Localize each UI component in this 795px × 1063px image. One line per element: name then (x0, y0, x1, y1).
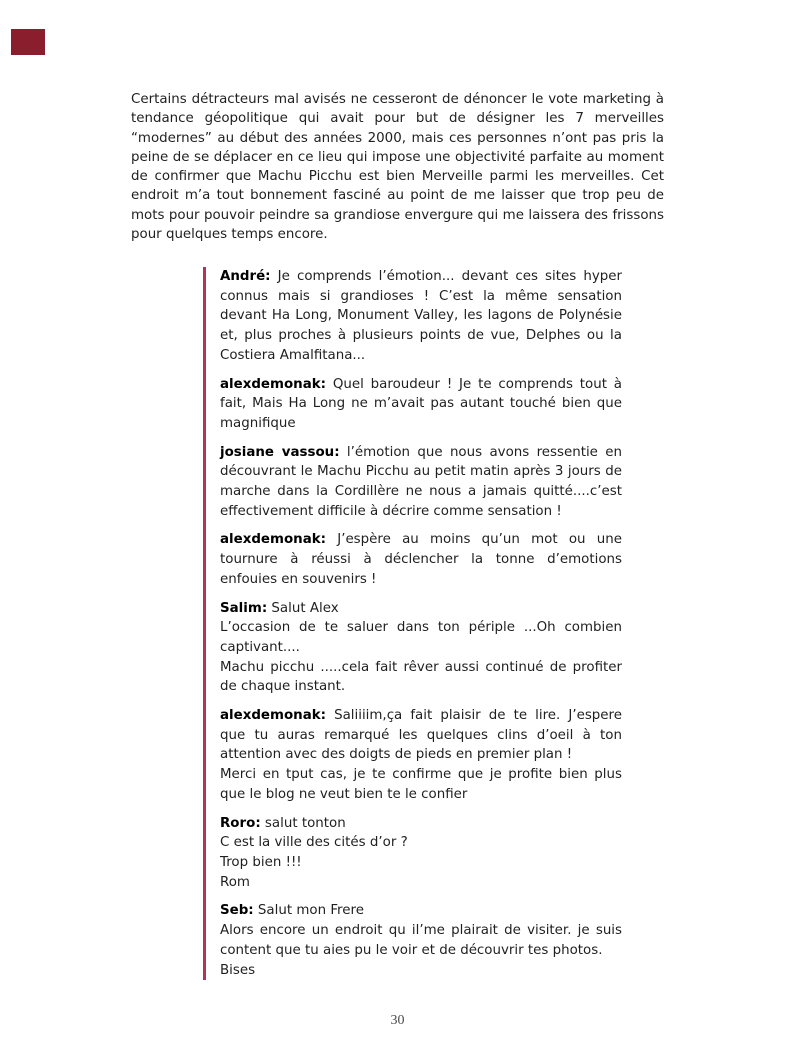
comment-line: alexdemonak: J’espère au moins qu’un mot ou une tournure à réussi à déclencher la tonne d’emotions enfouies en souvenirs ! (220, 532, 622, 587)
comment-author: alexdemonak: (220, 376, 326, 392)
comment-line: Machu picchu .....cela fait rêver aussi continué de profiter de chaque instant. (220, 659, 622, 695)
comments-section (203, 267, 622, 980)
comment (220, 706, 622, 805)
comment-line: Trop bien !!! (220, 854, 302, 870)
comment (220, 530, 622, 589)
comment-line: Salim: Salut Alex (220, 600, 339, 616)
intro-paragraph: Certains détracteurs mal avisés ne cesseront de dénoncer le vote marketing à tendance géopolitique qui avait pour but de désigner les 7 merveilles “modernes” au début des années 2000, mais ces personnes n’ont pas pris la peine de se déplacer en ce lieu qui impose une objectivité parfaite au moment de confirmer que Machu Picchu est bien Merveille parmi les merveilles. Cet endroit m’a tout bonnement fasciné au point de me laisser que trop peu de mots pour pouvoir peindre sa grandiose envergure qui me laissera des frissons pour quelques temps encore. (131, 92, 664, 243)
comment (220, 267, 622, 366)
comment-author: Roro: (220, 815, 261, 831)
comment-author: josiane vassou: (220, 444, 340, 460)
comment (220, 599, 622, 698)
comment-line: alexdemonak: Quel baroudeur ! Je te comprends tout à fait, Mais Ha Long ne m’avait pas autant touché bien que magnifique (220, 376, 622, 431)
comment-author: alexdemonak: (220, 708, 326, 724)
comment-line: C est la ville des cités d’or ? (220, 835, 408, 851)
comment-line: Merci en tput cas, je te confirme que je profite bien plus que le blog ne veut bien te le confier (220, 767, 622, 802)
comment (220, 814, 622, 893)
comment-line: Bises (220, 962, 256, 978)
comment-author: André: (220, 269, 271, 284)
comment (220, 901, 622, 980)
comment-line: André: Je comprends l’émotion... devant ces sites hyper connus mais si grandioses ! C’est la même sensation devant Ha Long, Monument Valley, les lagons de Polynésie et, plus proches à plusieurs points de vue, Delphes ou la Costiera Amalfitana... (220, 269, 622, 363)
comment (220, 443, 622, 522)
corner-marker (11, 29, 45, 55)
comment-line: Roro: salut tonton (220, 815, 346, 831)
comment-line: alexdemonak: Saliiiim,ça fait plaisir de te lire. J’espere que tu auras remarqué les quelques clins d’oeil à ton attention avec des doigts de pieds en premier plan ! (220, 708, 622, 763)
comment-author: Seb: (220, 903, 254, 919)
comment-author: alexdemonak: (220, 532, 326, 548)
comment-line: Seb: Salut mon Frere (220, 903, 364, 919)
comment-line: L’occasion de te saluer dans ton périple ...Oh combien captivant.... (220, 620, 622, 655)
comment (220, 375, 622, 434)
comment-author: Salim: (220, 600, 268, 616)
page-number: 30 (390, 1013, 405, 1028)
comment-line: josiane vassou: l’émotion que nous avons ressentie en découvrant le Machu Picchu au petit matin après 3 jours de marche dans la Cordillère ne nous a jamais quitté....c’est effectivement difficile à décrire comme sensation ! (220, 444, 622, 519)
comment-line: Alors encore un endroit qu il’me plairait de visiter. je suis content que tu aies pu le voir et de découvrir tes photos. (220, 923, 622, 958)
comment-line: Rom (220, 874, 250, 890)
